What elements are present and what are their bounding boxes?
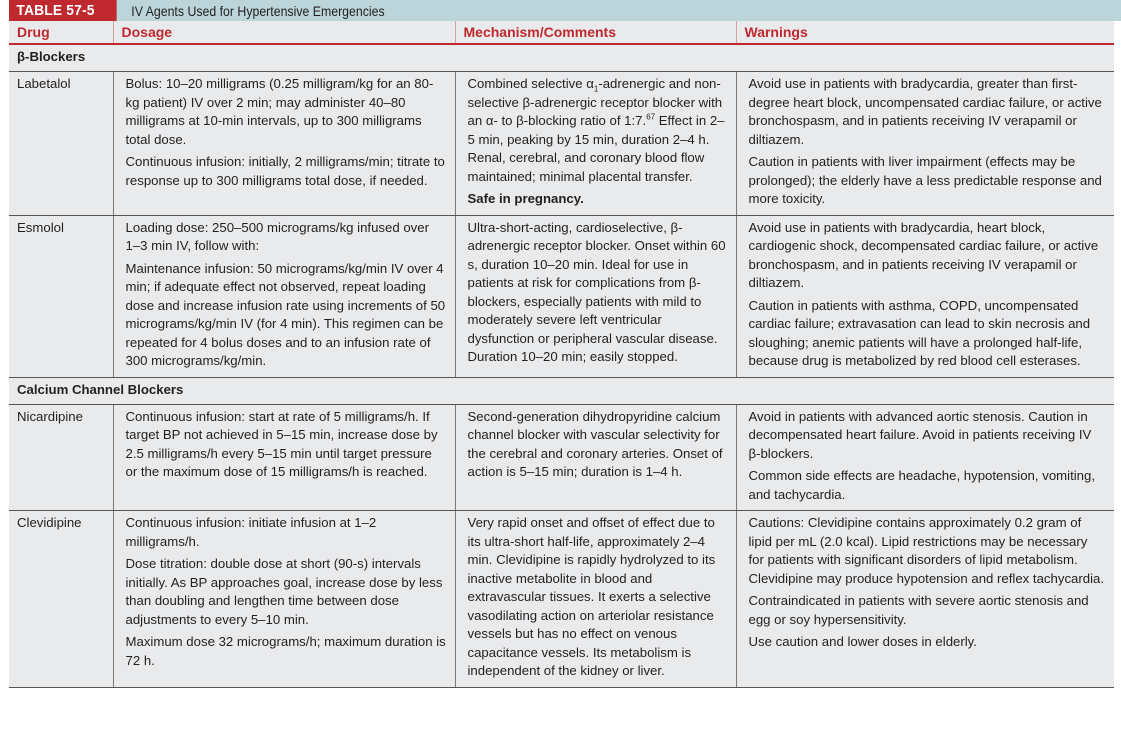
mechanism-cell (455, 72, 736, 216)
reference-superscript: 67 (646, 112, 656, 122)
warnings-paragraph: Cautions: Clevidipine contains approximately 0.2 gram of lipid per mL (2.0 kcal). Lipid restrictions may be necessary for patients with significant disorders of lipid metabolism. Clevidipine may produce hypotension and reflex tachycardia. (748, 515, 1105, 586)
drug-table (9, 21, 1114, 688)
dosage-paragraph: Loading dose: 250–500 micrograms/kg infused over 1–3 min IV, follow with: (125, 219, 429, 253)
warnings-paragraph: Caution in patients with asthma, COPD, uncompensated cardiac failure; extravasation can lead to skin necrosis and sloughing; anemic patients will have a prolonged half-life, because drug is metabolized by red blood cell esterases. (748, 297, 1091, 368)
mechanism-cell (455, 215, 736, 377)
warnings-paragraph: Avoid use in patients with bradycardia, heart block, cardiogenic shock, decompensated cardiac failure, or active bronchospasm, and in patients receiving IV verapamil or diltiazem. (748, 219, 1099, 290)
dosage-paragraph: Maintenance infusion: 50 micrograms/kg/min IV over 4 min; if adequate effect not observed, repeat loading dose and increase infusion rate using increments of 50 micrograms/kg/min IV (for 4 min). This regimen can be repeated for 4 bolus doses and to an infusion rate of 300 micrograms/kg/min. (125, 260, 446, 368)
mechanism-emphasis: Safe in pregnancy. (467, 191, 584, 206)
dosage-paragraph: Continuous infusion: start at rate of 5 milligrams/h. If target BP not achieved in 5–15 min, increase dose by 2.5 milligrams/h every 5–15 min until target pressure or the maximum dose of 15 milligrams/h is reached. (125, 408, 438, 479)
section-row (9, 44, 1114, 72)
section-title: β-Blockers (9, 44, 1114, 72)
warnings-paragraph: Avoid use in patients with bradycardia, greater than first-degree heart block, uncompensated cardiac failure, or active bronchospasm, and in patients receiving IV verapamil or diltiazem. (748, 76, 1102, 147)
table-row (9, 72, 1114, 216)
table-title: IV Agents Used for Hypertensive Emergencies (131, 2, 385, 19)
warnings-paragraph: Use caution and lower doses in elderly. (748, 634, 977, 649)
drug-name: Esmolol (9, 215, 113, 377)
table-title-bar (9, 0, 1121, 21)
dosage-cell (113, 511, 455, 688)
warnings-paragraph: Avoid in patients with advanced aortic stenosis. Caution in decompensated heart failure. Avoid in patients receiving IV β-blockers. (748, 408, 1092, 461)
warnings-paragraph: Contraindicated in patients with severe aortic stenosis and egg or soy hypersensitivity. (748, 593, 1089, 627)
table-row (9, 511, 1114, 688)
dosage-paragraph: Dose titration: double dose at short (90-s) intervals initially. As BP approaches goal, increase dose by less than doubling and lengthen time between dose adjustments to every 5–10 min. (125, 556, 443, 627)
table-row (9, 404, 1114, 511)
table-row (9, 215, 1114, 377)
dosage-cell (113, 215, 455, 377)
warnings-cell (736, 72, 1114, 216)
mechanism-paragraph: Ultra-short-acting, cardioselective, β-adrenergic receptor blocker. Onset within 60 s, duration 10–20 min. Ideal for use in patients at risk for complications from β-blockers, especially patients with mild to moderately severe left ventricular dysfunction or peripheral vascular disease. Duration 10–20 min; easily stopped. (467, 219, 726, 364)
mechanism-cell (455, 511, 736, 688)
header-row (9, 21, 1114, 44)
drug-name: Clevidipine (9, 511, 113, 688)
warnings-cell (736, 404, 1114, 511)
subscript: 1 (593, 84, 599, 94)
warnings-cell (736, 511, 1114, 688)
mechanism-paragraph: Second-generation dihydropyridine calcium channel blocker with vascular selectivity for the cerebral and coronary arteries. Onset of action is 5–15 min; duration is 1–4 h. (467, 408, 723, 479)
dosage-paragraph: Maximum dose 32 micrograms/h; maximum duration is 72 h. (125, 634, 446, 668)
mechanism-text: -adrenergic and non-selective β-adrenergic receptor blocker with an α- to β-blocking ratio of 1:7. (467, 76, 723, 128)
mechanism-cell (455, 404, 736, 511)
warnings-cell (736, 215, 1114, 377)
section-row (9, 377, 1114, 404)
header-mechanism: Mechanism/Comments (455, 21, 736, 44)
drug-name: Labetalol (9, 72, 113, 216)
header-drug: Drug (9, 21, 113, 44)
header-warnings: Warnings (736, 21, 1114, 44)
dosage-cell (113, 72, 455, 216)
dosage-paragraph: Continuous infusion: initially, 2 milligrams/min; titrate to response up to 300 milligrams total dose, if needed. (125, 154, 445, 188)
mechanism-paragraph: Very rapid onset and offset of effect due to its ultra-short half-life, approximately 2–4 min. Clevidipine is rapidly hydrolyzed to its inactive metabolite in blood and extravascular tissues. It exerts a selective vasodilating action on arteriolar resistance vessels but has no effect on venous capacitance vessels. Its metabolism is independent of the kidney or liver. (467, 515, 716, 678)
table-number-tag: TABLE 57-5 (9, 0, 117, 21)
mechanism-text: Combined selective α (467, 76, 594, 91)
mechanism-text: Effect in 2–5 min, peaking by 15 min, duration 2–4 h. Renal, cerebral, and coronary blood flow maintained; minimal placental transfer. (467, 113, 725, 184)
dosage-cell (113, 404, 455, 511)
warnings-paragraph: Common side effects are headache, hypotension, vomiting, and tachycardia. (748, 468, 1095, 502)
header-dosage: Dosage (113, 21, 455, 44)
drug-name: Nicardipine (9, 404, 113, 511)
mechanism-paragraph (468, 75, 728, 186)
dosage-paragraph: Continuous infusion: initiate infusion at 1–2 milligrams/h. (125, 515, 377, 549)
section-title: Calcium Channel Blockers (9, 377, 1114, 404)
warnings-paragraph: Caution in patients with liver impairment (effects may be prolonged); the elderly have a less predictable response and more toxicity. (748, 154, 1102, 206)
dosage-paragraph: Bolus: 10–20 milligrams (0.25 milligram/kg for an 80-kg patient) IV over 2 min; may administer 40–80 milligrams at 10-min intervals, up to 300 milligrams total dose. (125, 76, 434, 147)
